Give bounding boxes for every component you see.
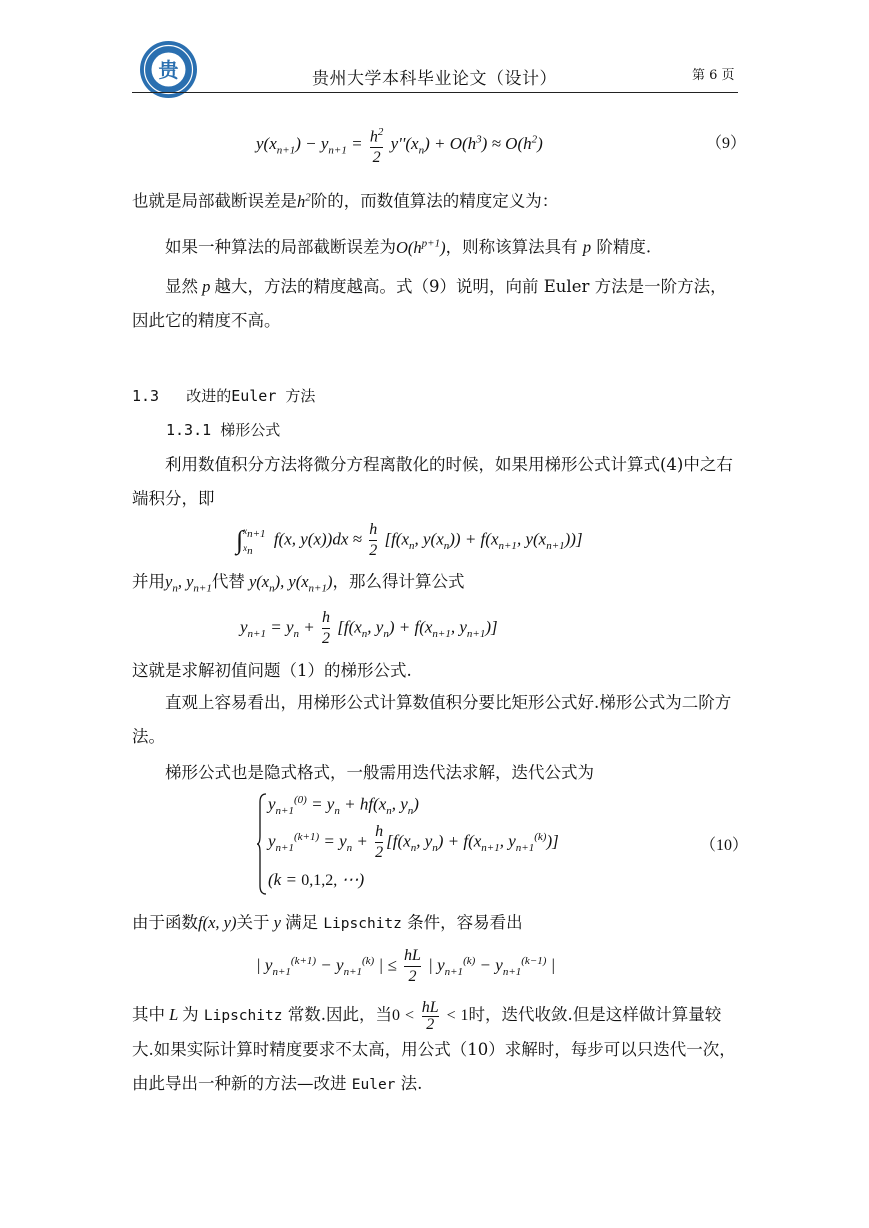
equation-9: $y(x_{n+1}) - y_{n+1}$ = $\frac{h^2}{2}$ $y''(x_n) + O(h^3) \approx O(h^2)$ xyxy=(256,126,543,167)
paragraph-truncation-order: 也就是局部截断误差是$h^2$阶的，而数值算法的精度定义为： xyxy=(132,191,559,211)
paragraph-lipschitz-condition: 由于函数f(x, y)关于 y 满足 Lipschitz 条件，容易看出 xyxy=(132,913,523,932)
thesis-header-title: 贵州大学本科毕业论文（设计） xyxy=(312,69,557,89)
paragraph-convergence: 其中 L 为 Lipschitz 常数.因此，当0 < $\frac{hL}{2}$ < 1时，迭代收敛.但是这样做计算量较大.如果实际计算时精度要求不太高，用公式（10）求解时，每步可以只迭代一次，由此导出一种新的方法—改进 Euler 法. xyxy=(132,998,736,1093)
equation-trapezoid-integral: ∫ $x_{n+1}$ $x_n$ f(x, y(x))dx ≈ $\frac{h}{2}$ [$f(x_n$, $y(x_n)) + f(x_{n+1}$, $y(x_{n+1})$)] xyxy=(236,521,583,559)
paragraph-second-order: 直观上容易看出，用梯形公式计算数值积分要比矩形公式好.梯形公式为二阶方法。 xyxy=(132,693,732,746)
header-divider xyxy=(132,92,738,93)
left-brace-icon xyxy=(256,792,268,896)
equation-9-number: （9） xyxy=(706,135,747,152)
paragraph-trapezoid-intro: 利用数值积分方法将微分方程离散化的时候，如果用梯形公式计算式(4)中之右端积分，即 xyxy=(132,455,733,508)
page-number: 第 6 页 xyxy=(692,68,735,83)
subsection-heading-1-3-1: 1.3.1 梯形公式 xyxy=(166,421,281,439)
paragraph-trapezoid-conclusion: 这就是求解初值问题（1）的梯形公式. xyxy=(132,661,412,680)
paragraph-substitute: 并用$y_n$, $y_{n+1}$代替 $y(x_n)$, $y(x_{n+1})$，那么得计算公式 xyxy=(132,572,465,595)
paragraph-euler-order: 显然 p 越大，方法的精度越高。式（9）说明，向前 Euler 方法是一阶方法，因此它的精度不高。 xyxy=(132,277,727,330)
equation-trapezoid-formula: $y_{n+1} = y_n$ + $\frac{h}{2}$ [$f(x_n$, $y_n) + f(x_{n+1}$, $y_{n+1}$)] xyxy=(240,609,498,647)
equation-10-system: $y_{n+1}^{(0)} = y_n + hf(x_n$, $y_n$) $y_{n+1}^{(k+1)} = y_n$ + $\frac{h}{2}$ [$f(x_n$, $y_n) + f(x_{n+1}$, $y_{n+1}^{(k)}$)] (k = 0,1,2, ⋯) xyxy=(256,792,556,898)
section-heading-1-3: 1.3 改进的Euler 方法 xyxy=(132,387,316,405)
logo-glyph: 贵 xyxy=(158,58,179,82)
paragraph-precision-definition: 如果一种算法的局部截断误差为$O(h^{p+1})$，则称该算法具有 p 阶精度. xyxy=(165,237,652,257)
paragraph-iteration-intro: 梯形公式也是隐式格式，一般需用迭代法求解，迭代公式为 xyxy=(165,763,594,782)
equation-10-number: （10） xyxy=(700,837,749,854)
equation-lipschitz-inequality: | $y_{n+1}^{(k+1)} - y_{n+1}^{(k)}$ | ≤ $\frac{hL}{2}$ | $y_{n+1}^{(k)} - y_{n+1}^{(k-1)}$ | xyxy=(256,947,556,985)
